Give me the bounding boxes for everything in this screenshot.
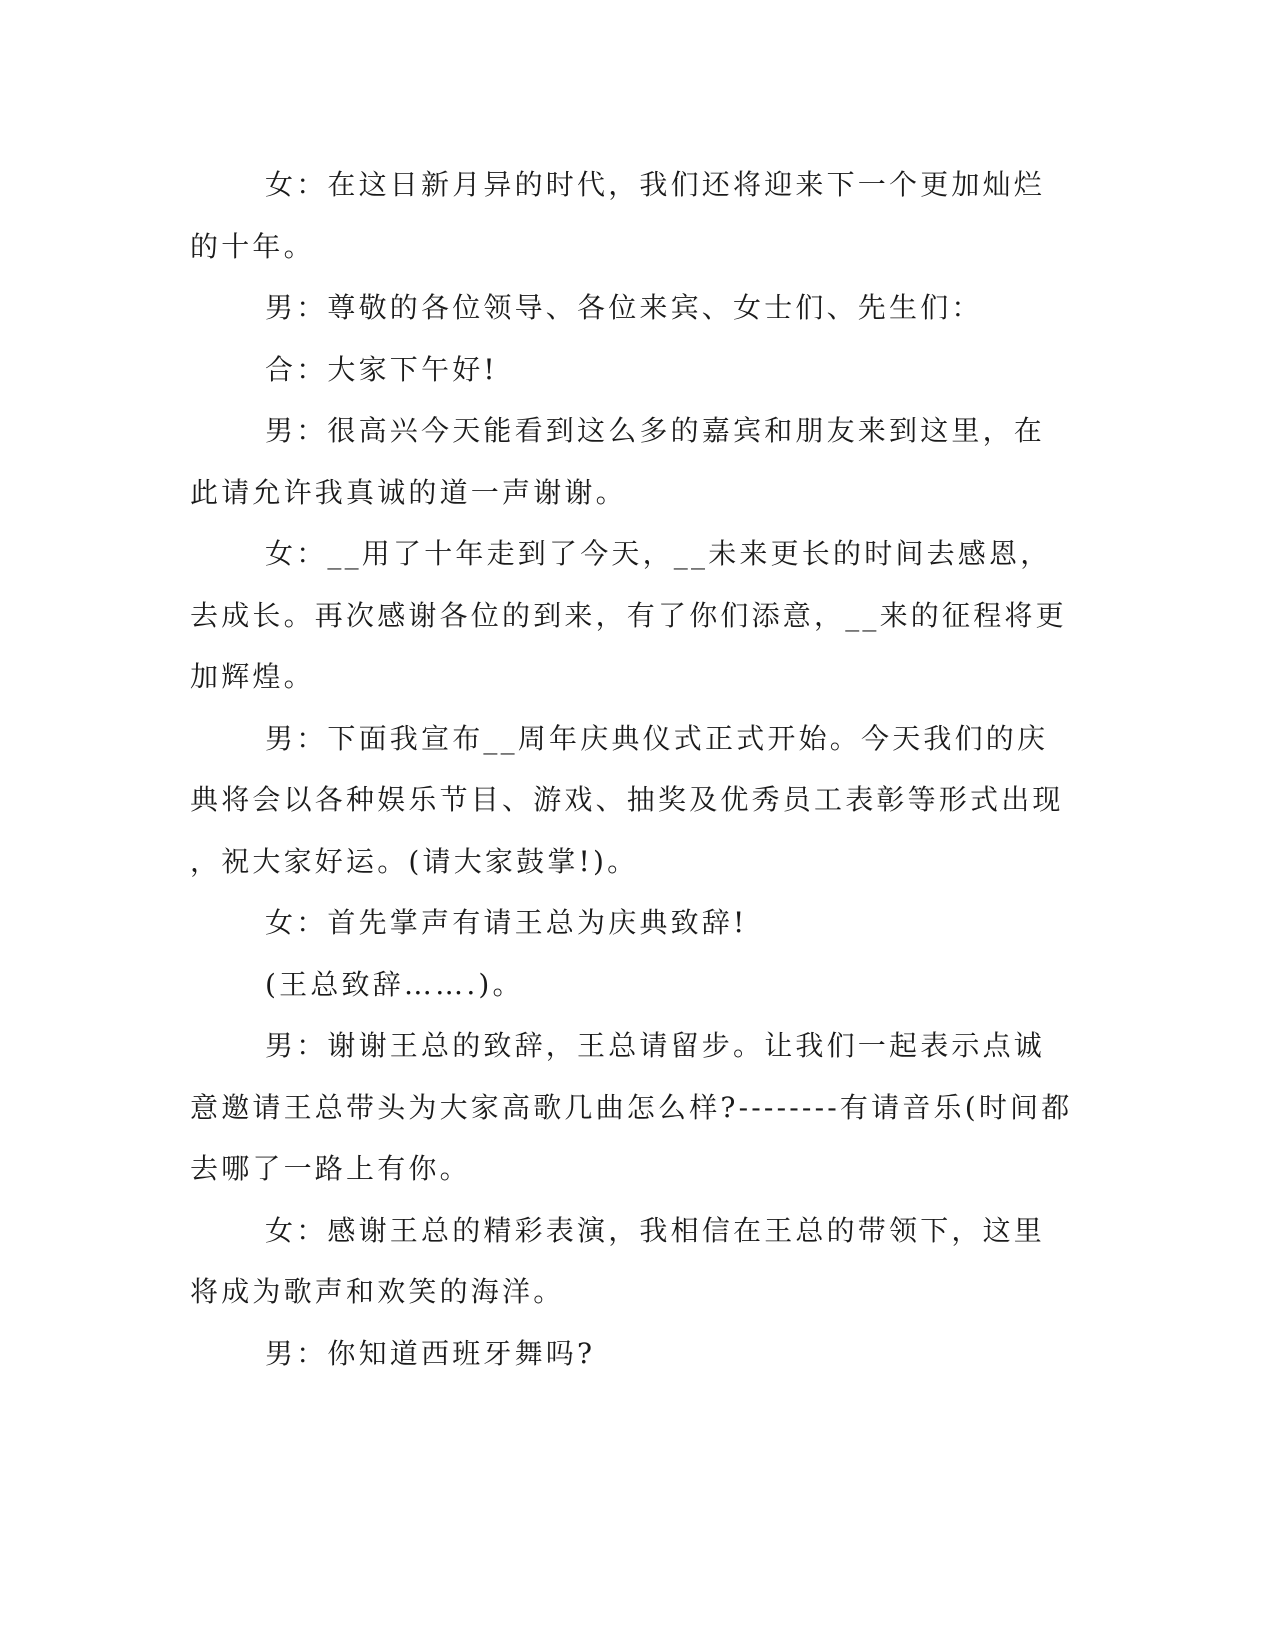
paragraph: 女：__用了十年走到了今天，__未来更长的时间去感恩，去成长。再次感谢各位的到来，有了你们添意，__来的征程将更加辉煌。 (190, 537, 1067, 693)
paragraph: 女：感谢王总的精彩表演，我相信在王总的带领下，这里将成为歌声和欢笑的海洋。 (190, 1213, 1046, 1308)
paragraph: 男：尊敬的各位领导、各位来宾、女士们、先生们： (265, 291, 983, 324)
paragraph: (王总致辞…….)。 (265, 967, 524, 1001)
paragraph: 男：下面我宣布__周年庆典仪式正式开始。今天我们的庆典将会以各种娱乐节目、游戏、抽奖及优秀员工表彰等形式出现，祝大家好运。(请大家鼓掌!)。 (190, 721, 1064, 878)
paragraph: 女：首先掌声有请王总为庆典致辞! (265, 906, 748, 939)
paragraph: 男：你知道西班牙舞吗? (265, 1336, 596, 1370)
paragraph: 合：大家下午好! (265, 352, 498, 386)
paragraph: 女：在这日新月异的时代，我们还将迎来下一个更加灿烂的十年。 (190, 168, 1046, 263)
paragraph: 男：很高兴今天能看到这么多的嘉宾和朋友来到这里，在此请允许我真诚的道一声谢谢。 (190, 414, 1046, 509)
document-body (190, 154, 1075, 1384)
paragraph: 男：谢谢王总的致辞，王总请留步。让我们一起表示点诚意邀请王总带头为大家高歌几曲怎么样?--------有请音乐(时间都去哪了一路上有你。 (190, 1029, 1073, 1185)
